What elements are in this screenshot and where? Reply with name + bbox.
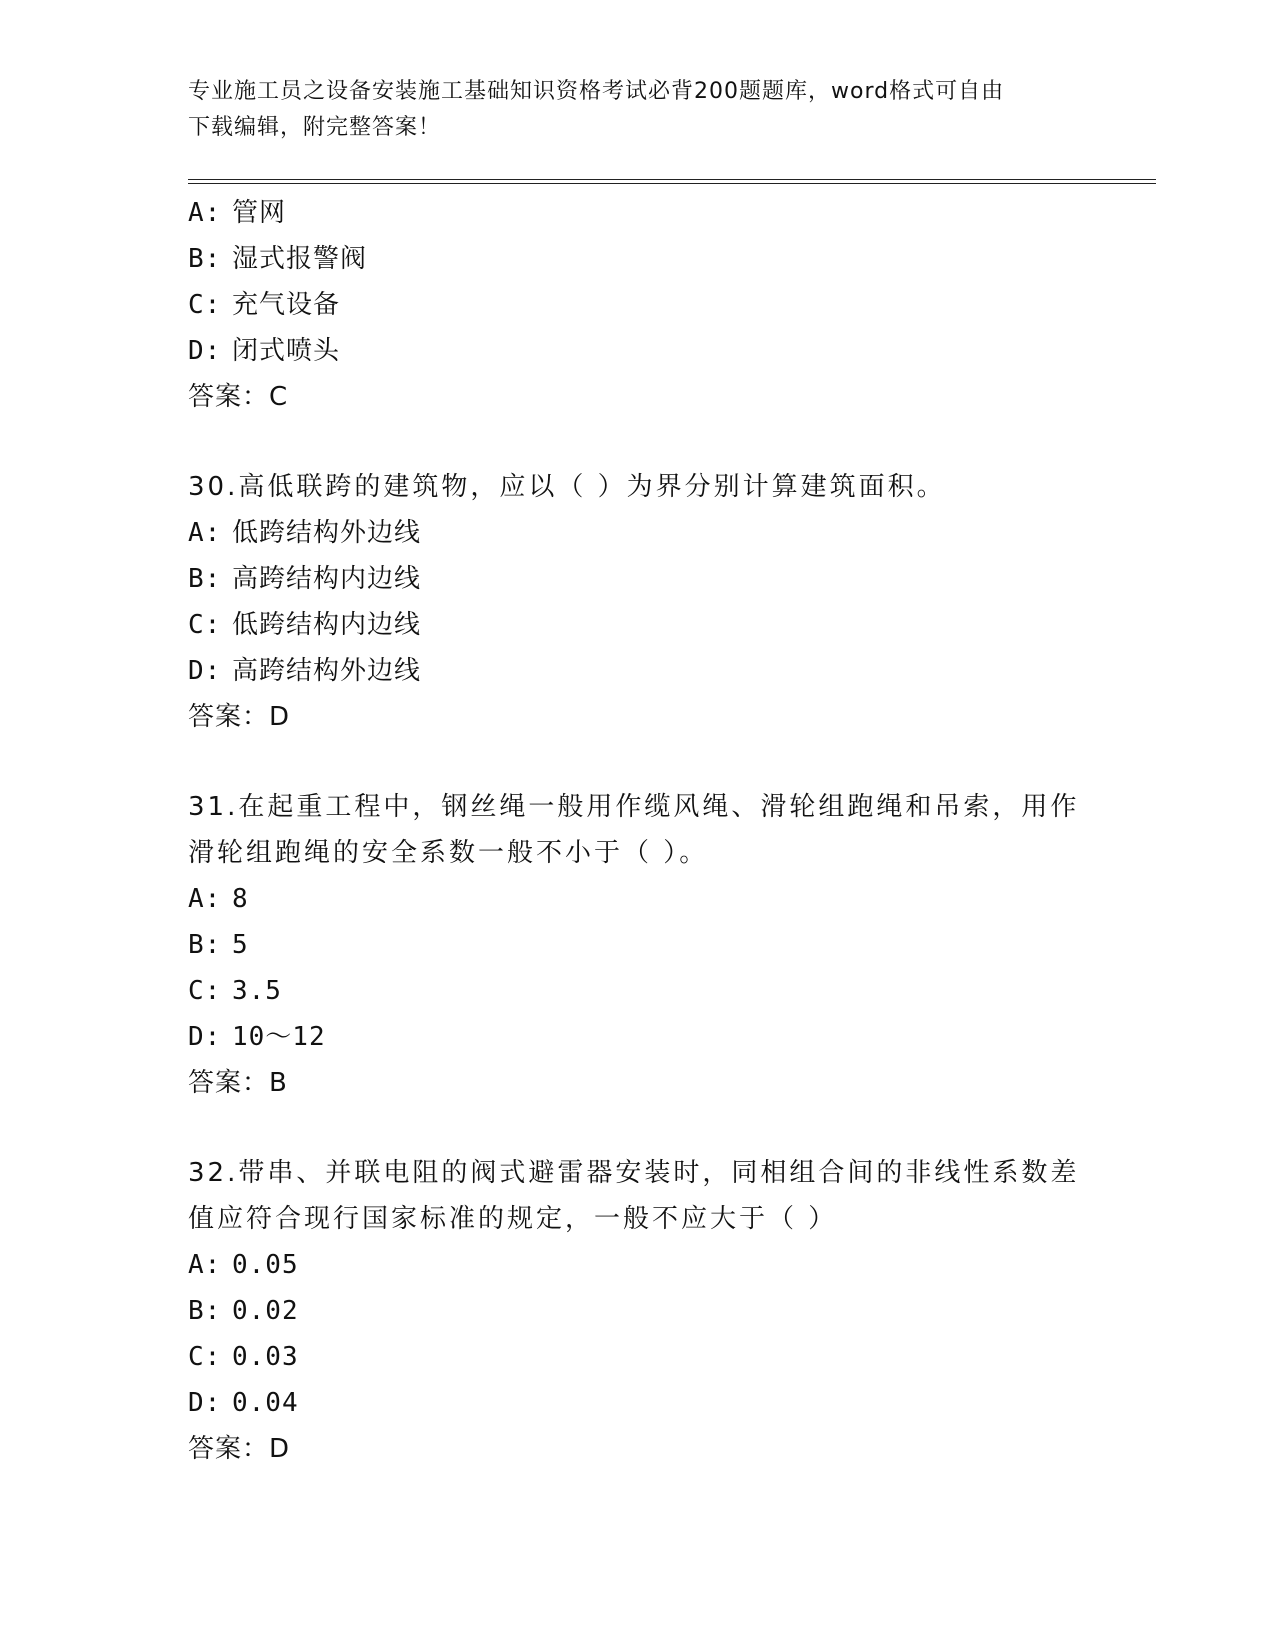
option-key: C: (188, 290, 222, 320)
option-key: D: (188, 1022, 222, 1052)
option-d (188, 648, 1088, 694)
option-key: C: (188, 976, 222, 1006)
option-c (188, 602, 1088, 648)
option-b (188, 922, 1088, 968)
option-text: 低跨结构外边线 (232, 518, 422, 548)
option-text: 高跨结构外边线 (232, 656, 422, 686)
question-stem: 32.带串、并联电阻的阀式避雷器安装时，同相组合间的非线性系数差 (188, 1158, 1080, 1188)
option-key: B: (188, 1296, 222, 1326)
option-c (188, 968, 1088, 1014)
question-block-prev (188, 190, 1088, 420)
question-list (188, 190, 1088, 1472)
option-key: C: (188, 1342, 222, 1372)
option-a (188, 1242, 1088, 1288)
option-key: A: (188, 884, 222, 914)
header-line-2: 下载编辑，附完整答案！ (188, 115, 442, 140)
option-key: B: (188, 244, 222, 274)
option-text: 充气设备 (232, 290, 341, 320)
option-key: A: (188, 198, 222, 228)
option-text: 5 (232, 930, 249, 960)
option-key: C: (188, 610, 222, 640)
spacer (188, 420, 1088, 464)
option-text: 闭式喷头 (232, 336, 341, 366)
option-key: A: (188, 1250, 222, 1280)
spacer (188, 1106, 1088, 1150)
option-key: D: (188, 336, 222, 366)
option-a (188, 510, 1088, 556)
option-text: 高跨结构内边线 (232, 564, 422, 594)
question-stem-continued: 滑轮组跑绳的安全系数一般不小于（ ）。 (188, 838, 709, 868)
option-key: D: (188, 1388, 222, 1418)
option-text: 0.03 (232, 1342, 299, 1372)
spacer (188, 740, 1088, 784)
header-line-1: 专业施工员之设备安装施工基础知识资格考试必背200题题库，word格式可自由 (188, 79, 1005, 104)
question-stem: 31.在起重工程中，钢丝绳一般用作缆风绳、滑轮组跑绳和吊索，用作 (188, 792, 1080, 822)
question-block-32 (188, 1150, 1088, 1472)
option-text: 10～12 (232, 1022, 326, 1052)
option-text: 湿式报警阀 (232, 244, 368, 274)
option-text: 3.5 (232, 976, 282, 1006)
answer-line: 答案：B (188, 1068, 288, 1098)
option-text: 0.05 (232, 1250, 299, 1280)
option-b (188, 556, 1088, 602)
option-d (188, 328, 1088, 374)
option-text: 8 (232, 884, 249, 914)
option-key: D: (188, 656, 222, 686)
question-stem: 30.高低联跨的建筑物，应以（ ）为界分别计算建筑面积。 (188, 472, 946, 502)
header-divider-top (188, 179, 1156, 180)
option-text: 0.02 (232, 1296, 299, 1326)
option-d (188, 1380, 1088, 1426)
option-c (188, 1334, 1088, 1380)
option-text: 低跨结构内边线 (232, 610, 422, 640)
option-c (188, 282, 1088, 328)
question-block-30 (188, 464, 1088, 740)
answer-line: 答案：C (188, 382, 289, 412)
question-block-31 (188, 784, 1088, 1106)
option-key: A: (188, 518, 222, 548)
option-text: 管网 (232, 198, 287, 228)
option-text: 0.04 (232, 1388, 299, 1418)
answer-line: 答案：D (188, 1434, 291, 1464)
option-d (188, 1014, 1088, 1060)
option-key: B: (188, 564, 222, 594)
option-b (188, 236, 1088, 282)
option-key: B: (188, 930, 222, 960)
answer-line: 答案：D (188, 702, 291, 732)
option-a (188, 190, 1088, 236)
option-a (188, 876, 1088, 922)
question-stem-continued: 值应符合现行国家标准的规定，一般不应大于（ ） (188, 1204, 838, 1234)
document-header (188, 74, 1068, 146)
header-divider-bottom (188, 183, 1156, 184)
option-b (188, 1288, 1088, 1334)
